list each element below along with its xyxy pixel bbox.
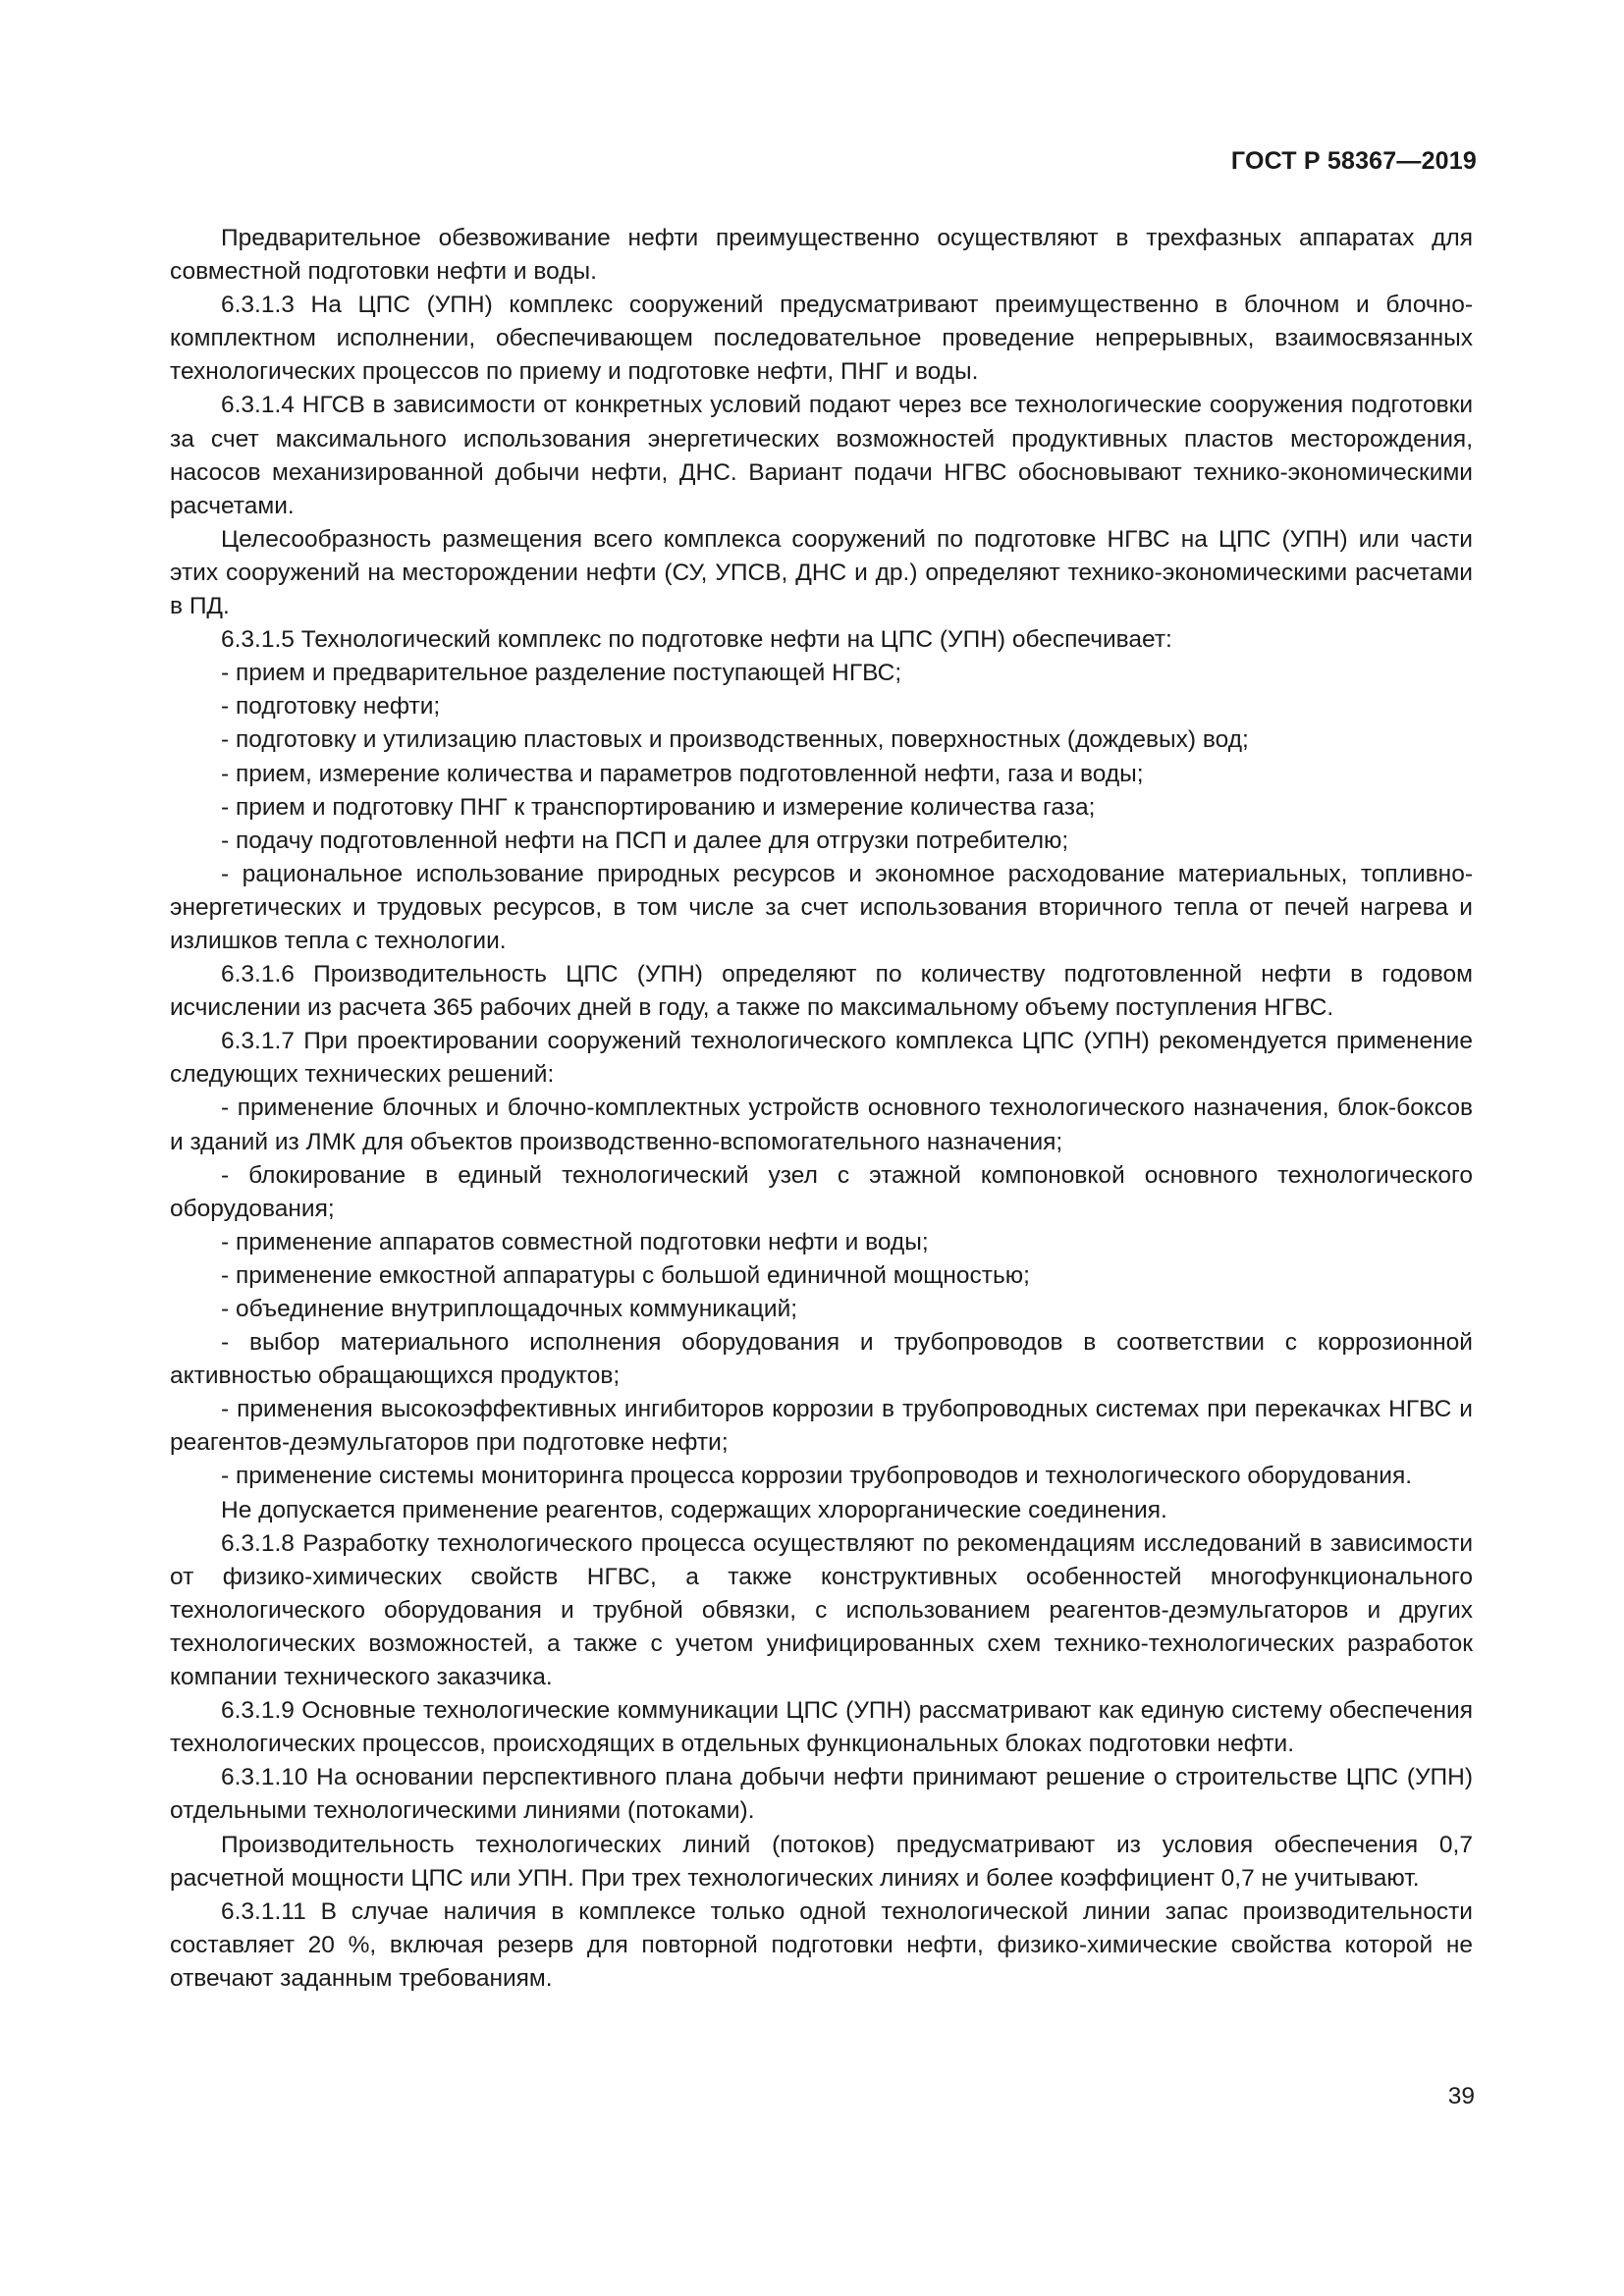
paragraph: 6.3.1.9 Основные технологические коммуникации ЦПС (УПН) рассматривают как единую систему обеспечения технологических процессов, происходящих в отдельных функциональных блоках подготовки нефти. [170, 1697, 1473, 1758]
list-item: - прием и предварительное разделение поступающей НГВС; [221, 660, 902, 687]
list-item: - объединение внутриплощадочных коммуникаций; [221, 1296, 798, 1322]
document-body [170, 222, 1473, 1996]
list-item: - применение блочных и блочно-комплектных устройств основного технологического назначения, блок-боксов и зданий из ЛМК для объектов производственно-вспомогательного назначения; [170, 1095, 1473, 1155]
paragraph: 6.3.1.5 Технологический комплекс по подготовке нефти на ЦПС (УПН) обеспечивает: [221, 626, 1172, 654]
paragraph: Предварительное обезвоживание нефти преимущественно осуществляют в трехфазных аппаратах для совместной подготовки нефти и воды. [170, 225, 1473, 286]
list-item: - блокирование в единый технологический узел с этажной компоновкой основного технологического оборудования; [170, 1161, 1473, 1222]
paragraph: 6.3.1.6 Производительность ЦПС (УПН) определяют по количеству подготовленной нефти в годовом исчислении из расчета 365 рабочих дней в году, а также по максимальному объему поступления НГВС. [170, 961, 1473, 1022]
paragraph: 6.3.1.3 На ЦПС (УПН) комплекс сооружений предусматривают преимущественно в блочном и блочно-комплектном исполнении, обеспечивающем последовательное проведение непрерывных, взаимосвязанных технологических процессов по приему и подготовке нефти, ПНГ и воды. [170, 292, 1473, 386]
list-item: - прием, измерение количества и параметров подготовленной нефти, газа и воды; [221, 760, 1144, 787]
document-code-header: ГОСТ Р 58367—2019 [1230, 147, 1477, 175]
paragraph: Целесообразность размещения всего комплекса сооружений по подготовке НГВС на ЦПС (УПН) или части этих сооружений на месторождении нефти (СУ, УПСВ, ДНС и др.) определяют технико-экономическими расчетами в ПД. [170, 525, 1473, 620]
list-item: - применение емкостной аппаратуры с большой единичной мощностью; [221, 1261, 1030, 1289]
list-item: - подготовку и утилизацию пластовых и производственных, поверхностных (дождевых) вод; [221, 726, 1249, 754]
list-item: - применения высокоэффективных ингибиторов коррозии в трубопроводных системах при перекачках НГВС и реагентов-деэмульгаторов при подготовке нефти; [170, 1396, 1473, 1457]
list-item: - применение системы мониторинга процесса коррозии трубопроводов и технологического оборудования. [221, 1463, 1413, 1490]
paragraph: Не допускается применение реагентов, содержащих хлорорганические соединения. [221, 1496, 1167, 1523]
paragraph: 6.3.1.10 На основании перспективного плана добычи нефти принимают решение о строительстве ЦПС (УПН) отдельными технологическими линиями (потоками). [170, 1764, 1473, 1825]
paragraph: Производительность технологических линий (потоков) предусматривают из условия обеспечения 0,7 расчетной мощности ЦПС или УПН. При трех технологических линиях и более коэффициент 0,7 не учитывают. [170, 1831, 1473, 1892]
page-number: 39 [1447, 2083, 1475, 2109]
list-item: - подачу подготовленной нефти на ПСП и далее для отгрузки потребителю; [221, 827, 1069, 854]
paragraph: 6.3.1.7 При проектировании сооружений технологического комплекса ЦПС (УПН) рекомендуется применение следующих технических решений: [170, 1028, 1473, 1089]
list-item: - применение аппаратов совместной подготовки нефти и воды; [221, 1228, 929, 1255]
paragraph: 6.3.1.4 НГСВ в зависимости от конкретных условий подают через все технологические сооружения подготовки за счет максимального использования энергетических возможностей продуктивных пластов месторождения, насосов механизированной добычи нефти, ДНС. Вариант подачи НГВС обосновывают технико-экономическими расчетами. [170, 392, 1473, 519]
list-item: - подготовку нефти; [221, 693, 441, 721]
list-item: - рациональное использование природных ресурсов и экономное расходование материальных, топливно-энергетических и трудовых ресурсов, в том числе за счет использования вторичного тепла от печей нагрева и излишков тепла с технологии. [170, 860, 1473, 954]
list-item: - выбор материального исполнения оборудования и трубопроводов в соответствии с коррозионной активностью обращающихся продуктов; [170, 1329, 1473, 1390]
paragraph: 6.3.1.11 В случае наличия в комплексе только одной технологической линии запас производительности составляет 20 %, включая резерв для повторной подготовки нефти, физико-химические свойства которой не отвечают заданным требованиям. [170, 1897, 1473, 1992]
list-item: - прием и подготовку ПНГ к транспортированию и измерение количества газа; [221, 793, 1096, 821]
paragraph: 6.3.1.8 Разработку технологического процесса осуществляют по рекомендациям исследований в зависимости от физико-химических свойств НГВС, а также конструктивных особенностей многофункционального технологического оборудования и трубной обвязки, с использованием реагентов-деэмульгаторов и других технологических возможностей, а также с учетом унифицированных схем технико-технологических разработок компании технического заказчика. [170, 1529, 1473, 1691]
